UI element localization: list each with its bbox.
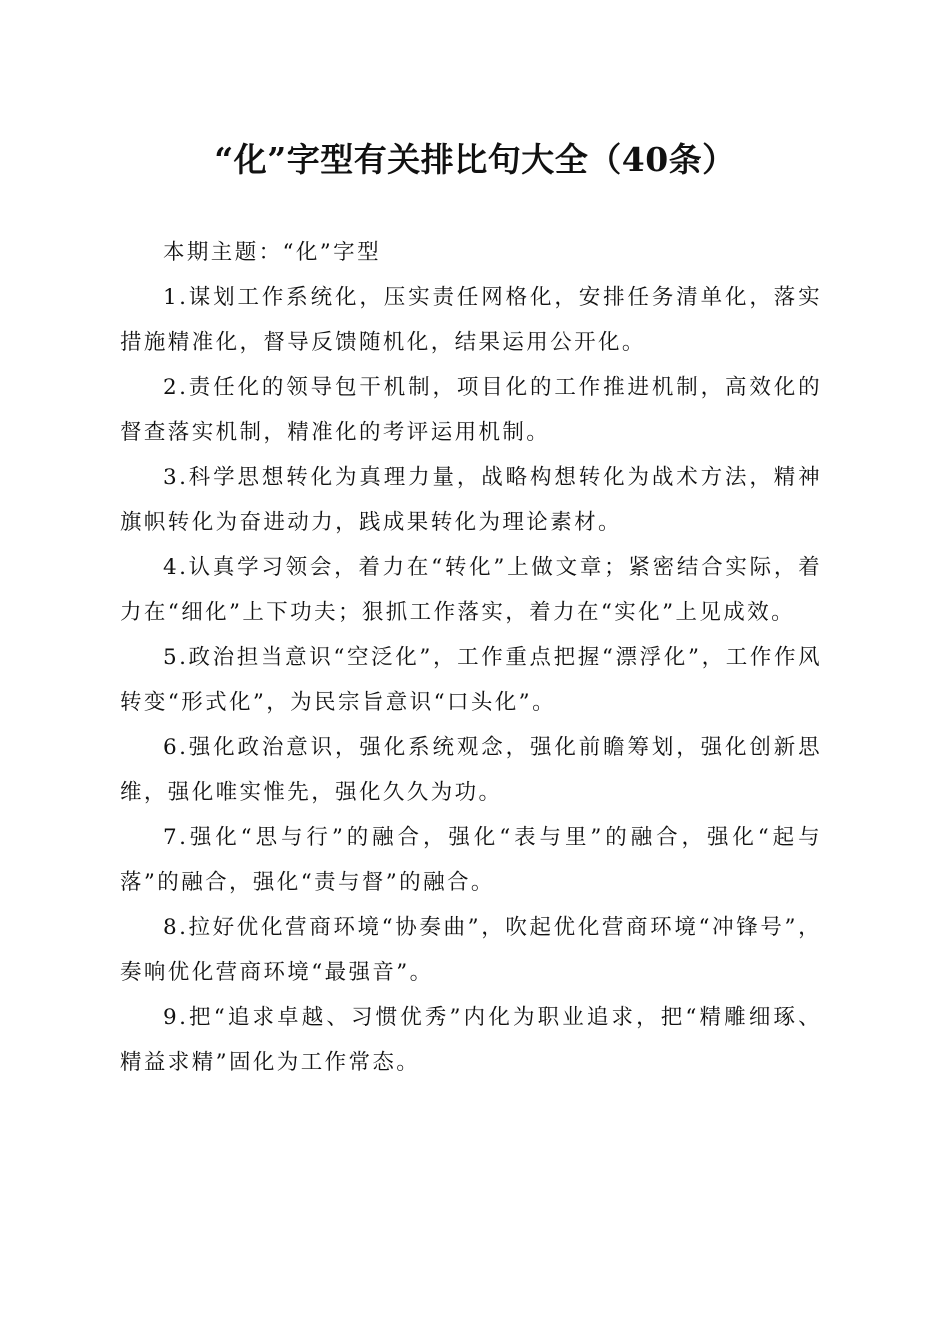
- list-item: 6.强化政治意识，强化系统观念，强化前瞻筹划，强化创新思维，强化唯实惟先，强化久久为功。: [120, 735, 822, 805]
- list-item: 7.强化“思与行”的融合，强化“表与里”的融合，强化“起与落”的融合，强化“责与督”的融合。: [120, 825, 822, 895]
- list-item: 1.谋划工作系统化，压实责任网格化，安排任务清单化，落实措施精准化，督导反馈随机化，结果运用公开化。: [120, 285, 822, 355]
- list-item: 5.政治担当意识“空泛化”，工作重点把握“漂浮化”，工作作风转变“形式化”，为民宗旨意识“口头化”。: [120, 645, 822, 715]
- list-item: 2.责任化的领导包干机制，项目化的工作推进机制，高效化的督查落实机制，精准化的考评运用机制。: [120, 375, 822, 445]
- theme-line: 本期主题：“化”字型: [163, 240, 381, 265]
- document-body: [120, 230, 822, 1085]
- document-title: “化”字型有关排比句大全（40条）: [214, 140, 736, 179]
- list-item: 4.认真学习领会，着力在“转化”上做文章；紧密结合实际，着力在“细化”上下功夫；狠抓工作落实，着力在“实化”上见成效。: [120, 555, 822, 625]
- list-item: 9.把“追求卓越、习惯优秀”内化为职业追求，把“精雕细琢、精益求精”固化为工作常态。: [120, 1005, 822, 1075]
- list-item: 3.科学思想转化为真理力量，战略构想转化为战术方法，精神旗帜转化为奋进动力，践成果转化为理论素材。: [120, 465, 822, 535]
- list-item: 8.拉好优化营商环境“协奏曲”，吹起优化营商环境“冲锋号”，奏响优化营商环境“最强音”。: [120, 915, 822, 985]
